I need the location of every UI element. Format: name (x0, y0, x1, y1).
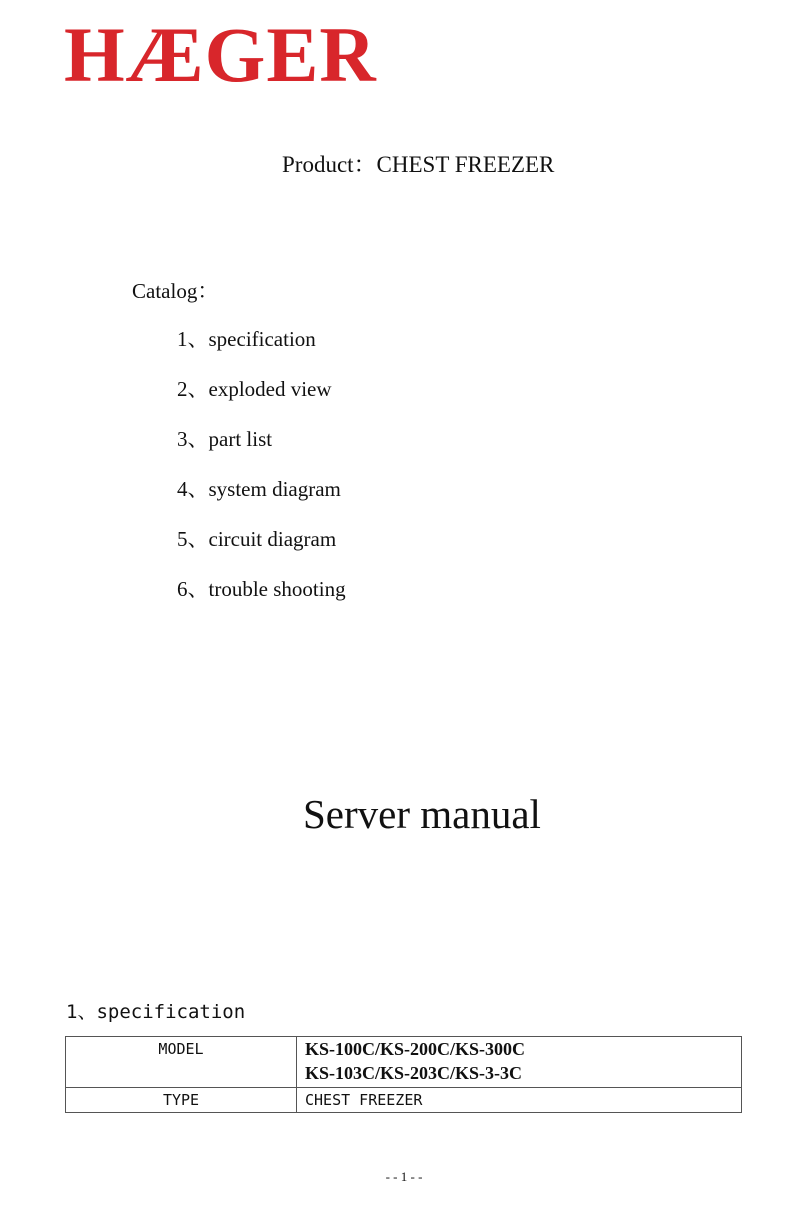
catalog-title: Catalog： (132, 279, 219, 303)
page-number: - - 1 - - (385, 1169, 423, 1184)
specification-table (65, 1036, 742, 1113)
table-row-model (66, 1037, 742, 1088)
manual-title: Server manual (303, 791, 541, 837)
type-value: CHEST FREEZER (297, 1088, 742, 1113)
type-label: TYPE (66, 1088, 297, 1113)
model-value-line: KS-103C/KS-203C/KS-3-3C (305, 1063, 523, 1083)
catalog-item-system-diagram: 4、system diagram (177, 477, 341, 501)
catalog-item-part-list: 3、part list (177, 427, 273, 451)
catalog-item-exploded-view: 2、exploded view (177, 377, 332, 401)
catalog-item-circuit-diagram: 5、circuit diagram (177, 527, 337, 551)
brand-logo: HÆGER (64, 11, 377, 98)
product-line: Product：CHEST FREEZER (282, 152, 555, 177)
table-row-type (66, 1088, 742, 1113)
section-heading-specification: 1、specification (66, 1001, 246, 1023)
catalog-item-specification: 1、specification (177, 327, 316, 351)
model-label: MODEL (66, 1037, 297, 1088)
model-values (297, 1037, 742, 1088)
catalog-item-trouble-shooting: 6、trouble shooting (177, 577, 346, 601)
model-value-line: KS-100C/KS-200C/KS-300C (305, 1039, 526, 1059)
catalog-list (177, 325, 346, 625)
